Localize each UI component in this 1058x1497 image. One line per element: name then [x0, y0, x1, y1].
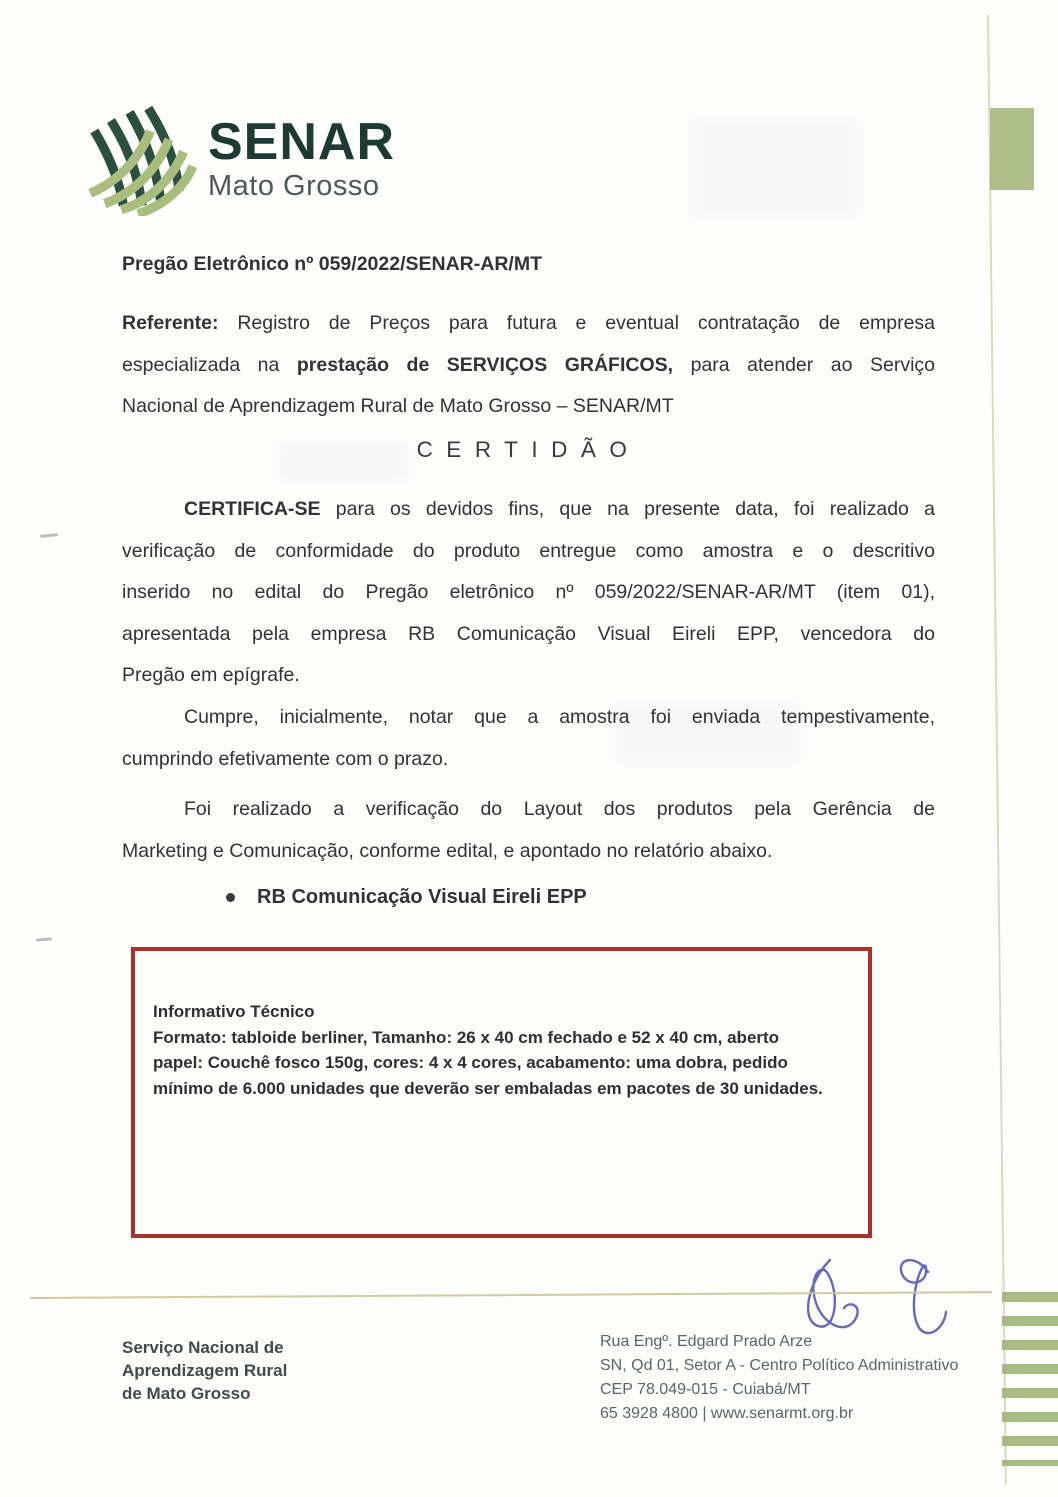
- paragraph-line: [122, 489, 935, 531]
- scan-edge-line: [987, 15, 1007, 1485]
- paragraph-line: inserido no edital do Pregão eletrônico nº 059/2022/SENAR-AR/MT (item 01),: [122, 581, 935, 603]
- paragraph-line: cumprindo efetivamente com o prazo.: [122, 747, 449, 770]
- certifica-lead: CERTIFICA-SE: [184, 498, 321, 520]
- bullet-item-label: RB Comunicação Visual Eireli EPP: [257, 886, 587, 908]
- referente-text: para atender ao Serviço: [690, 353, 935, 376]
- paragraph-line: verificação de conformidade do produto entregue como amostra e o descritivo: [122, 539, 935, 562]
- referente-line: [122, 303, 935, 345]
- certifica-paragraph: [122, 489, 935, 697]
- referente-line: [122, 345, 935, 387]
- bullet-icon: [226, 893, 235, 902]
- footer-address-line: CEP 78.049-015 - Cuiabá/MT: [600, 1381, 811, 1398]
- referente-paragraph: [122, 303, 935, 428]
- green-accent-stripes: [1002, 1292, 1058, 1466]
- senar-logo: [84, 102, 395, 216]
- green-accent-block: [990, 108, 1034, 190]
- footer-organization: [122, 1336, 287, 1405]
- paragraph-line: Foi realizado a verificação do Layout dos produtos pela Gerência de: [184, 798, 935, 820]
- bleedthrough-artifact: [690, 118, 860, 218]
- footer-address-line: SN, Qd 01, Setor A - Centro Político Administrativo: [600, 1357, 959, 1374]
- paragraph-line: Pregão em epígrafe.: [122, 664, 300, 686]
- info-box-line: mínimo de 6.000 unidades que deverão ser embaladas em pacotes de 30 unidades.: [153, 1078, 823, 1098]
- footer-address-line: 65 3928 4800 | www.senarmt.org.br: [600, 1405, 854, 1422]
- referente-text: especializada na: [122, 353, 280, 376]
- referente-line: Nacional de Aprendizagem Rural de Mato Grosso – SENAR/MT: [122, 395, 674, 417]
- footer-org-line: Serviço Nacional de: [122, 1338, 284, 1357]
- paragraph-line: apresentada pela empresa RB Comunicação Visual Eireli EPP, vencedora do: [122, 622, 935, 645]
- technical-info-box: [131, 947, 872, 1238]
- senar-logo-icon: [84, 102, 198, 216]
- brand-name: SENAR: [208, 113, 396, 171]
- scan-mark: [36, 937, 52, 941]
- referente-text: Registro de Preços para futura e eventual contratação de empresa: [237, 312, 936, 334]
- paragraph-text: para os devidos fins, que na presente data, foi realizado a: [335, 498, 935, 520]
- info-box-line: papel: Couchê fosco 150g, cores: 4 x 4 cores, acabamento: uma dobra, pedido: [153, 1053, 788, 1072]
- foi-paragraph: [122, 789, 935, 872]
- referente-bold-text: prestação de SERVIÇOS GRÁFICOS,: [296, 353, 674, 376]
- footer-org-line: Aprendizagem Rural: [122, 1361, 288, 1380]
- paragraph-line: Cumpre, inicialmente, notar que a amostra foi enviada tempestivamente,: [184, 706, 935, 728]
- brand-region: Mato Grosso: [208, 170, 380, 202]
- certidao-heading: CERTIDÃO: [416, 437, 641, 462]
- info-box-line: Formato: tabloide berliner, Tamanho: 26 x 40 cm fechado e 52 x 40 cm, aberto: [153, 1027, 780, 1047]
- scan-mark: [40, 533, 58, 538]
- footer-address-line: Rua Engº. Edgard Prado Arze: [600, 1333, 813, 1350]
- info-box-line: Informativo Técnico: [153, 1002, 315, 1021]
- footer-org-line: de Mato Grosso: [122, 1384, 251, 1403]
- subject-line: Pregão Eletrônico nº 059/2022/SENAR-AR/MT: [122, 253, 542, 275]
- referente-label: Referente:: [122, 312, 219, 334]
- footer-address: [600, 1330, 958, 1426]
- cumpre-paragraph: [122, 697, 935, 780]
- senar-logo-text: [208, 102, 395, 203]
- bullet-item: [122, 882, 935, 912]
- paragraph-line: Marketing e Comunicação, conforme edital, e apontado no relatório abaixo.: [122, 839, 773, 862]
